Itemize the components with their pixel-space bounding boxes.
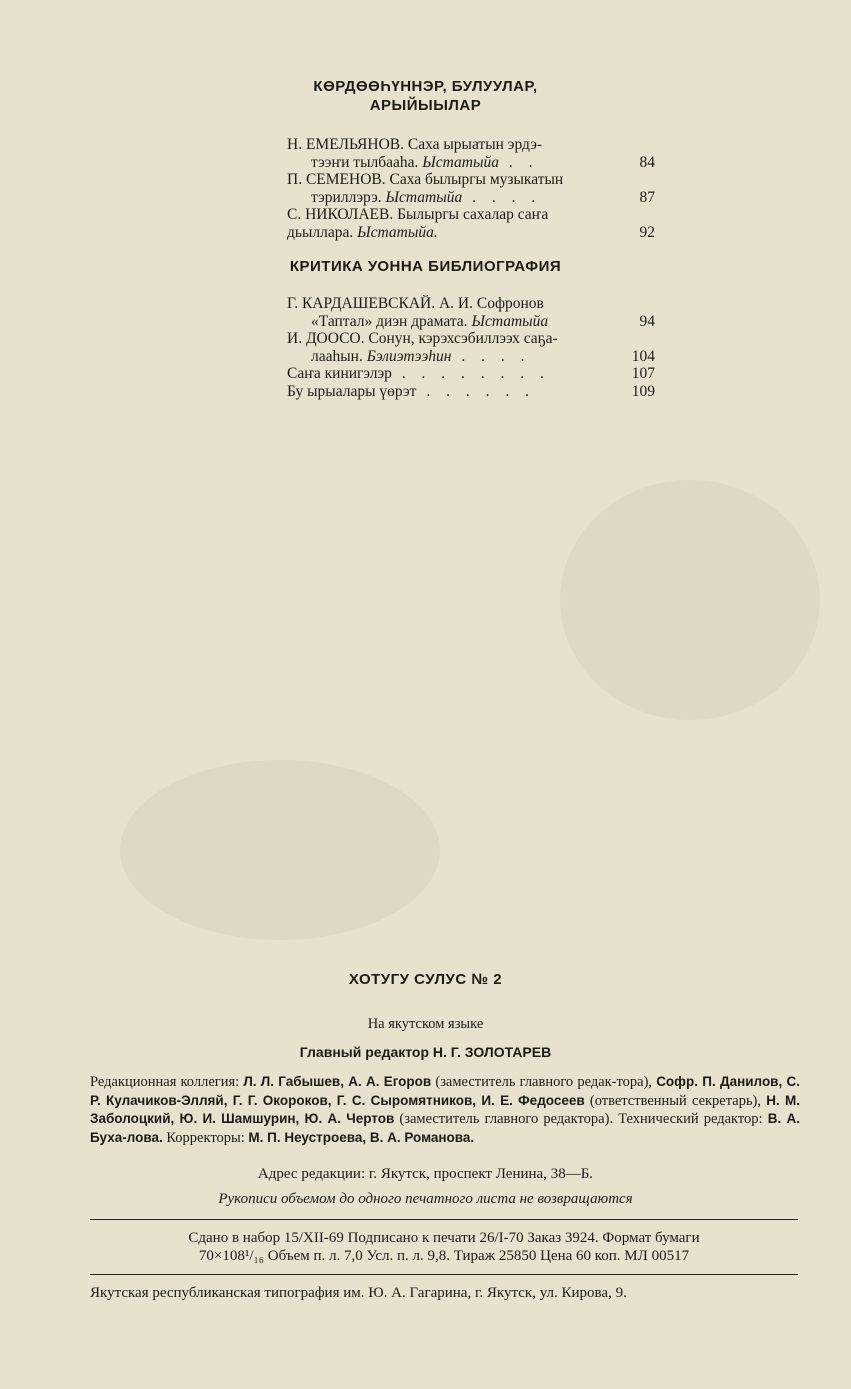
print-info (90, 1229, 798, 1265)
toc-entry-genre: Ыстатыйа. (357, 223, 438, 241)
toc-entry-title-cont: «Таптал» диэн драмата. (311, 312, 468, 330)
toc-entry (287, 171, 655, 206)
toc-entry (287, 206, 655, 241)
toc-entry-author-title: Г. КАРДАШЕВСКАЙ. А. И. Софронов (287, 295, 544, 312)
toc-leader: . . (498, 153, 539, 171)
board-intro: Редакционная коллегия: (90, 1074, 240, 1090)
paper-stain (560, 480, 820, 720)
section-title-memoirs-2: АРЫЙЫЫЛАР (369, 97, 482, 114)
toc-page-number: 92 (639, 223, 655, 241)
toc-memoirs (287, 136, 655, 241)
paper-stain (120, 760, 440, 940)
manuscripts-note: Рукописи объемом до одного печатного листа не возвращаются (218, 1191, 633, 1207)
toc-entry-author-title: П. СЕМЕНОВ. Саха былыргы музыкатын (287, 171, 564, 188)
toc-page-number: 94 (639, 312, 655, 330)
toc-entry-title-cont: лааһын. (311, 347, 363, 365)
toc-entry-title-cont: дьыллара. (287, 223, 354, 241)
printer-line: Якутская республиканская типография им. Ю. А. Гагарина, г. Якутск, ул. Кирова, 9. (90, 1285, 627, 1301)
divider (90, 1219, 798, 1220)
board-role-1: (заместитель главного редак-тора), (435, 1074, 653, 1090)
imprint-language: На якутском языке (367, 1016, 484, 1032)
toc-entry-title-cont: тэриллэрэ. (311, 188, 382, 206)
toc-entry-author-title: С. НИКОЛАЕВ. Былыргы сахалар саҥа (287, 206, 549, 223)
board-role-2: (ответственный секретарь), (589, 1092, 762, 1109)
toc-page-number: 84 (639, 153, 655, 171)
toc-entry-author-title: Н. ЕМЕЛЬЯНОВ. Саха ырыатын эрдэ- (287, 136, 543, 153)
imprint-editor: Главный редактор Н. Г. ЗОЛОТАРЕВ (299, 1044, 552, 1060)
board-members-1: Л. Л. Габышев, А. А. Егоров (243, 1074, 432, 1089)
toc-critique (287, 295, 655, 400)
editorial-board (90, 1073, 800, 1147)
toc-page-number: 109 (631, 382, 655, 400)
toc-leader: . . . . . . . . (391, 365, 550, 382)
print-info-line-1: Сдано в набор 15/XII-69 Подписано к печати 26/I-70 Заказ 3924. Формат бумаги (188, 1230, 700, 1246)
correctors-label: Корректоры: (166, 1129, 245, 1146)
board-members-3: Н. М. Заболоцкий, Ю. И. Шамшурин, Ю. А. Чертов (90, 1092, 801, 1126)
toc-entry-title-cont: тээҥи тылбааһа. (311, 153, 419, 171)
toc-leader: . . . . . . (416, 382, 535, 400)
editorial-address: Адрес редакции: г. Якутск, проспект Ленина, 38—Б. (257, 1166, 594, 1182)
toc-entry-genre: Ыстатыйа (471, 312, 549, 330)
print-info-line-2: 70×108¹/₁₆ Объем п. л. 7,0 Усл. п. л. 9,8. Тираж 25850 Цена 60 коп. МЛ 00517 (198, 1248, 690, 1264)
toc-leader: . . . . (451, 347, 531, 365)
toc-entry (287, 330, 655, 365)
board-members-2: Софр. П. Данилов, С. Р. Кулачиков-Элляй, Г. Г. Окороков, Г. С. Сыромятников, И. Е. Федосеев (90, 1074, 800, 1108)
imprint-title: ХОТУГУ СУЛУС № 2 (348, 971, 503, 988)
toc-entry-genre: Бэлиэтээһин (366, 347, 452, 365)
toc-entry-author-title: И. ДООСО. Сонун, кэрэхсэбиллээх саҕа- (287, 330, 558, 347)
toc-entry-genre: Ыстатыйа (422, 153, 499, 171)
tech-editor: В. А. Буха-лова. (90, 1111, 800, 1145)
toc-entry (287, 295, 655, 330)
toc-entry-genre: Ыстатыйа (385, 188, 463, 206)
toc-entry-title: Саҥа кинигэлэр (287, 365, 392, 382)
section-title-memoirs: КӨРДӨӨҺҮННЭР, БУЛУУЛАР, (313, 78, 538, 95)
correctors: М. П. Неустроева, В. А. Романова. (248, 1129, 475, 1145)
toc-entry (287, 136, 655, 171)
toc-page-number: 104 (631, 347, 655, 365)
board-role-3: (заместитель главного редактора). Технический редактор: (399, 1111, 763, 1127)
section-title-critique: КРИТИКА УОННА БИБЛИОГРАФИЯ (289, 258, 562, 275)
toc-page-number: 87 (639, 188, 655, 206)
toc-entry (287, 383, 655, 401)
divider (90, 1274, 798, 1275)
toc-page-number: 107 (631, 365, 655, 382)
toc-leader: . . . . (462, 188, 542, 206)
toc-entry (287, 365, 655, 383)
toc-entry-title: Бу ырыалары үөрэт (287, 382, 417, 400)
